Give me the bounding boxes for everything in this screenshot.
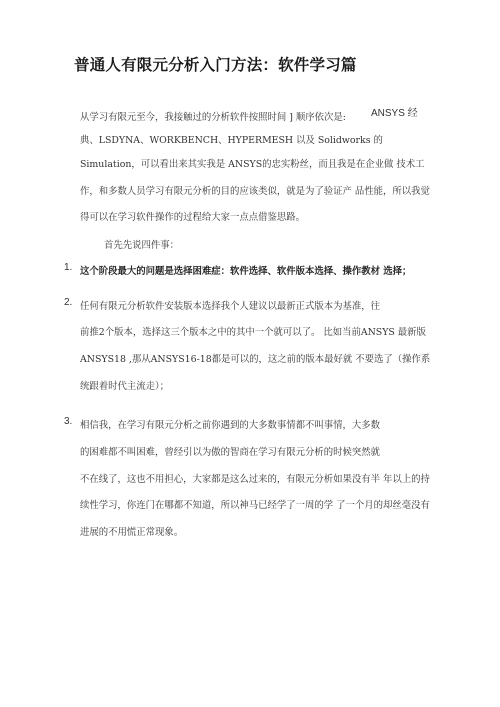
intro-line-1-tail: ANSYS 经: [371, 108, 418, 119]
intro-line-4: 作，和多数人员学习有限元分析的目的应该类似，就是为了验证产 品性能，所以我觉: [80, 186, 430, 197]
list-item-2-line-2: 前推2个版本，选择这三个版本之中的其中一个就可以了。 比如当前ANSYS 最新版: [80, 327, 426, 338]
intro-line-3: Simulation，可以看出来其实我是 ANSYS的忠实粉丝，而且我是在企业做 技术工: [80, 159, 425, 170]
list-item-number: 1.: [64, 262, 73, 273]
list-item-3-line-3: 不在线了，这也不用担心，大家都是这么过来的，有限元分析如果没有半 年以上的持: [80, 474, 430, 485]
intro-line-1: 从学习有限元至今，我接触过的分析软件按照时间 ] 顺序依次是:: [80, 112, 346, 123]
list-item-1-line-1: 这个阶段最大的问题是选择困难症：软件选择、软件版本选择、操作教材 选择；: [80, 266, 412, 277]
list-item-2-line-3: ANSYS18 ,那从ANSYS16-18都是可以的，这之前的版本最好就 不要选了（操作系: [80, 354, 431, 365]
list-item-3-line-5: 进展的不用慌正常现象。: [80, 527, 184, 538]
list-item-2-line-4: 统跟着时代主流走）；: [80, 381, 170, 392]
list-item-number: 3.: [64, 416, 73, 427]
list-item-2-line-1: 任何有限元分析软件安装版本选择我个人建议以最新正式版本为基准，往: [80, 301, 381, 312]
intro-line-2: 典、LSDYNA、WORKBENCH、HYPERMESH 以及 Solidworks 的: [80, 135, 383, 146]
page-title: 普通人有限元分析入门方法：软件学习篇: [74, 56, 357, 74]
list-item-3-line-2: 的困难都不叫困难，曾经引以为傲的智商在学习有限元分析的时候突然就: [80, 447, 381, 458]
list-item-3-line-1: 相信我，在学习有限元分析之前你遇到的大多数事情都不叫事情，大多数: [80, 420, 381, 431]
list-item-number: 2.: [64, 297, 73, 308]
list-item-3-line-4: 续性学习，你连门在哪都不知道，所以神马已经学了一周的学 了一个月的却丝毫没有: [80, 500, 430, 511]
intro-line-5: 得可以在学习软件操作的过程给大家一点点借鉴思路。: [80, 212, 306, 223]
lead-sentence: 首先先说四件事：: [104, 240, 180, 251]
